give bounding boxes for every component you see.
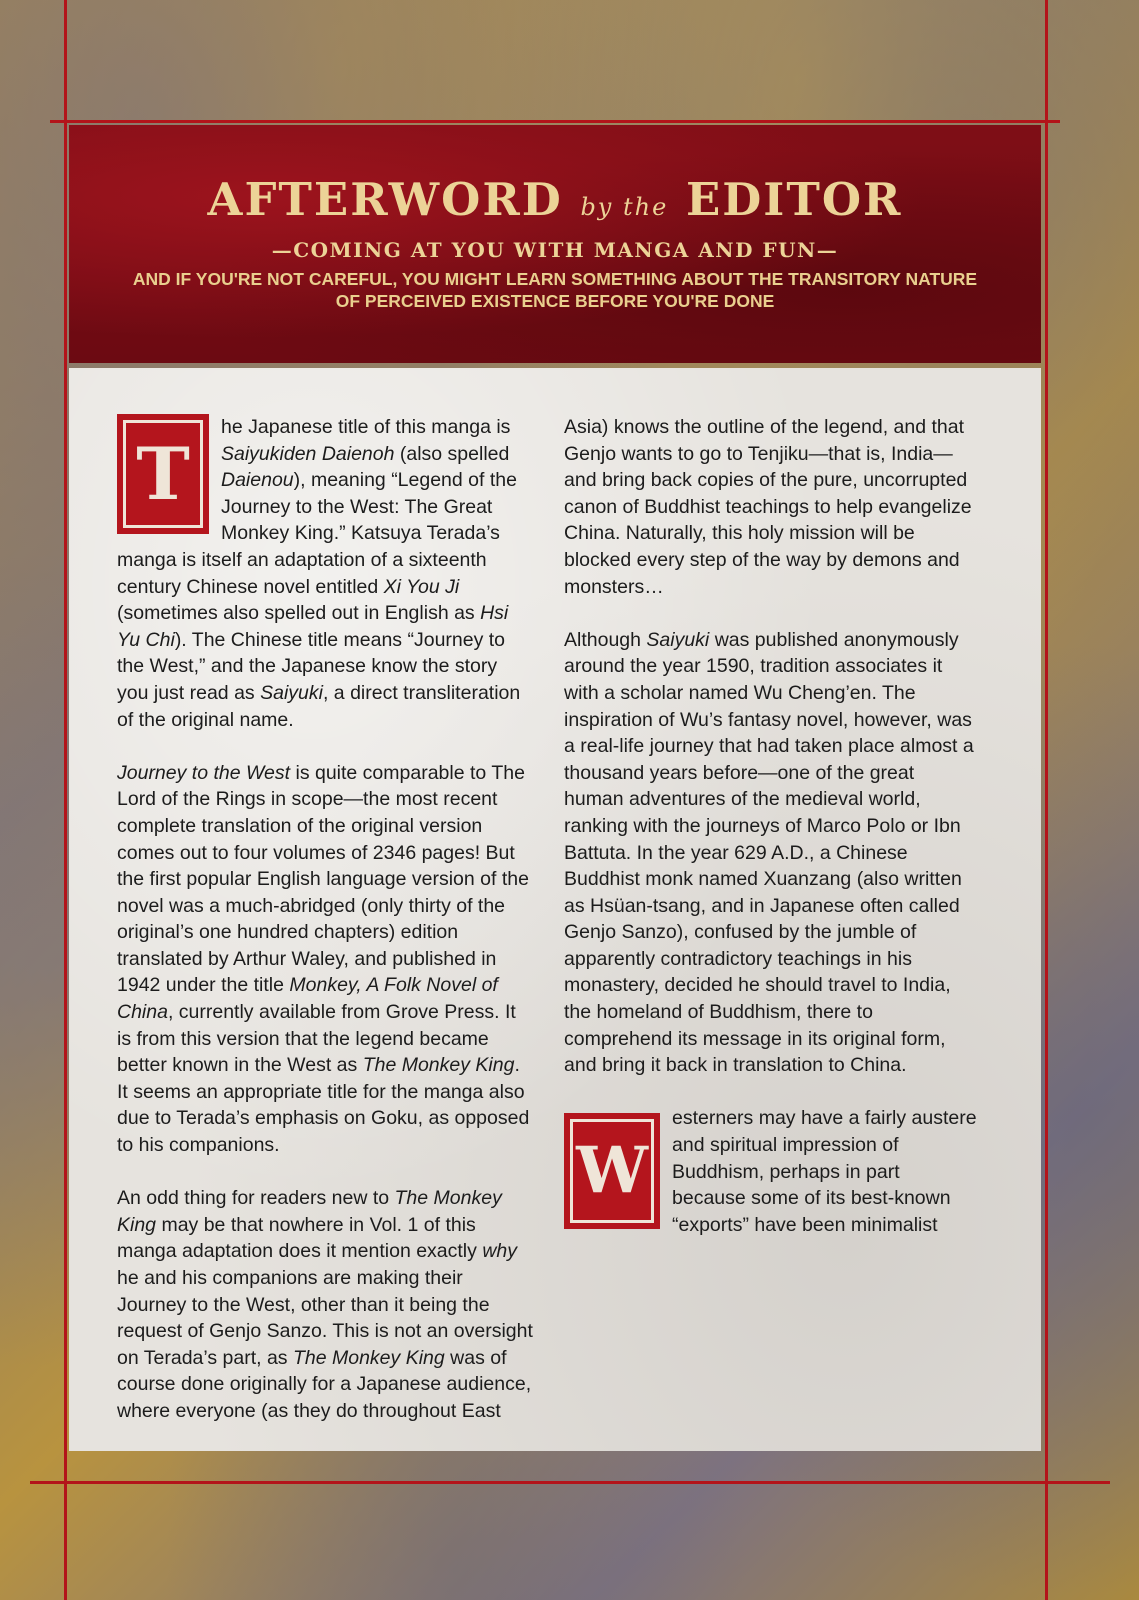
paragraph-5 xyxy=(564,1105,978,1238)
italic-title: The Monkey King xyxy=(117,1187,502,1236)
italic-title: why xyxy=(482,1240,517,1263)
italic-title: The Monkey King xyxy=(362,1054,515,1077)
title-end: EDITOR xyxy=(685,173,903,226)
paragraph-4: Although Saiyuki was published anonymously around the year 1590, tradition associates it with a scholar named Wu Cheng’en. The inspiration of Wu’s fantasy novel, however, was a real-life journey that had taken place almost a thousand years before—one of the great human adventures of the medieval world, ranking with the journeys of Marco Polo or Ibn Battuta. In the year 629 A.D., a Chinese Buddhist monk named Xuanzang (also written as Hsüan-tsang, and in Japanese often called Genjo Sanzo), confused by the jumble of apparently contradictory teachings in his monastery, decided he should travel to India, the homeland of Buddhism, there to comprehend its message in its original form, and bring it back in translation to China. xyxy=(564,628,974,1077)
drop-cap-w: W xyxy=(564,1113,660,1229)
italic-title: Monkey, A Folk Novel of China xyxy=(117,974,498,1024)
frame-line-left xyxy=(64,0,67,1600)
drop-cap-t: T xyxy=(117,414,209,534)
frame-line-bottom xyxy=(30,1481,1110,1484)
page-title xyxy=(69,173,1041,226)
frame-line-right xyxy=(1045,0,1048,1600)
paragraph-1 xyxy=(117,414,533,733)
frame-line-top xyxy=(50,120,1060,123)
title-by: by the xyxy=(580,193,669,221)
subtitle: —COMING AT YOU WITH MANGA AND FUN— xyxy=(271,238,839,262)
column-right xyxy=(564,414,978,1238)
italic-title: Daienou xyxy=(221,469,294,492)
title-main: AFTERWORD xyxy=(207,173,563,226)
paragraph-2: Journey to the West is quite comparable to The Lord of the Rings in scope—the most recent complete translation of the original version comes out to four volumes of 2346 pages! But the first popular English language version of the novel was a much-abridged (only thirty of the original’s one hundred chapters) edition translated by Arthur Waley, and published in 1942 under the title Monkey, A Folk Novel of China, currently available from Grove Press. It is from this version that the legend became better known in the West as The Monkey King. It seems an appropriate title for the manga also due to Terada’s emphasis on Goku, as opposed to his companions. xyxy=(117,761,530,1157)
paragraph-3: An odd thing for readers new to The Monkey King may be that nowhere in Vol. 1 of this manga adaptation does it mention exactly why he and his companions are making their Journey to the West, other than it being the request of Genjo Sanzo. This is not an oversight on Terada’s part, as The Monkey King was of course done originally for a Japanese audience, where everyone (as they do throughout East xyxy=(117,1187,533,1422)
italic-title: Xi You Ji xyxy=(383,575,460,598)
italic-title: The Monkey King xyxy=(292,1346,445,1369)
italic-title: Saiyuki xyxy=(646,628,710,651)
header-banner xyxy=(69,125,1041,363)
italic-title: Saiyuki xyxy=(260,681,323,704)
article-paper xyxy=(69,368,1041,1451)
paragraph-1-text: he Japanese title of this manga is Saiyukiden Daienoh (also spelled Daienou), meaning “Legend of the Journey to the West: The Great Monkey King.” Katsuya Terada’s manga is itself an adaptation of a sixteenth century Chinese novel entitled Xi You Ji (sometimes also spelled out in English as Hsi Yu Chi). The Chinese title means “Journey to the West,” and the Japanese know the story you just read as Saiyuki, a direct transliteration of the original name. xyxy=(117,416,521,731)
paragraph-5-text: esterners may have a fairly austere and spiritual impression of Buddhism, perhaps in part because some of its best-known “exports” have been minimalist xyxy=(672,1107,977,1236)
italic-title: Journey to the West xyxy=(117,761,291,784)
italic-title: Saiyukiden Daienoh xyxy=(221,442,395,465)
column-left xyxy=(117,414,533,1425)
italic-title: Hsi Yu Chi xyxy=(117,602,509,651)
paragraph-3-continued: Asia) knows the outline of the legend, and that Genjo wants to go to Tenjiku—that is, India—and bring back copies of the pure, uncorrupted canon of Buddhist teachings to help evangelize China. Naturally, this holy mission will be blocked every step of the way by demons and monsters… xyxy=(564,416,972,598)
tagline: AND IF YOU'RE NOT CAREFUL, YOU MIGHT LEARN SOMETHING ABOUT THE TRANSITORY NATURE OF PERCEIVED EXISTENCE BEFORE YOU'RE DONE xyxy=(132,269,978,311)
